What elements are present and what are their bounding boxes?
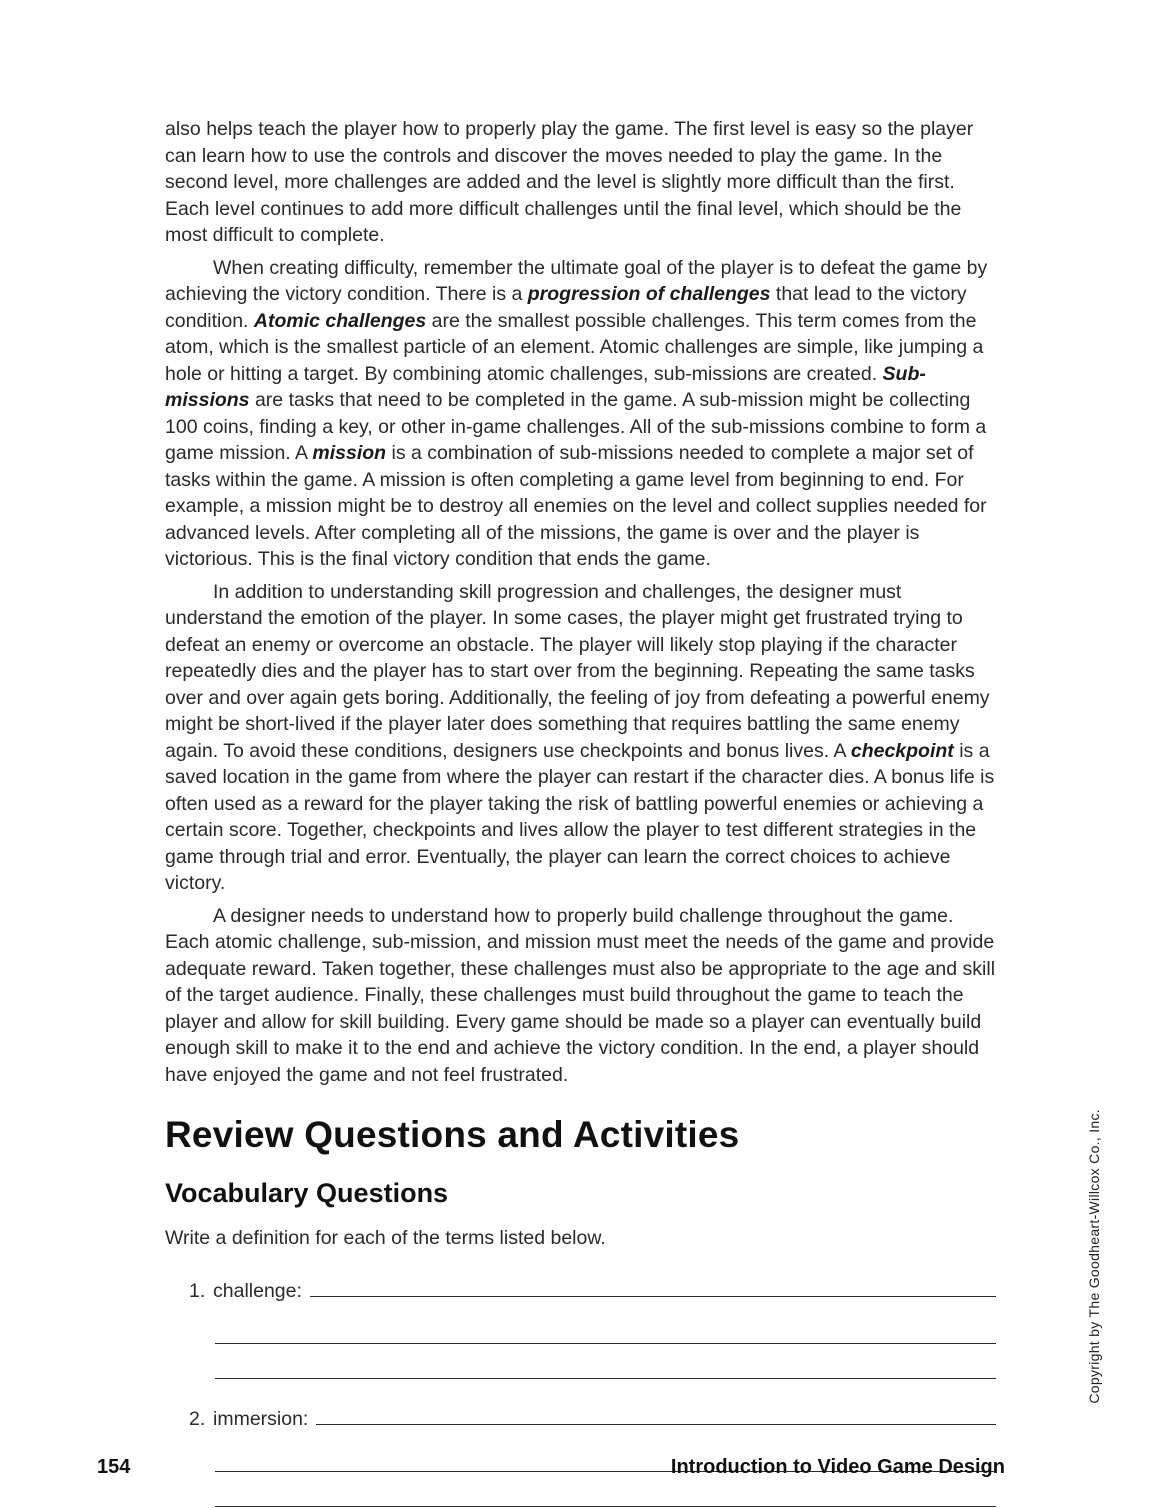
paragraph: [165, 116, 996, 249]
page-content: [165, 116, 996, 1508]
key-term: mission: [312, 442, 387, 464]
vocab-item-first-line: [165, 1401, 996, 1437]
answer-blank-line: [215, 1344, 996, 1379]
vocabulary-questions-heading: Vocabulary Questions: [165, 1178, 449, 1208]
paragraph-text: In addition to understanding skill progression and challenges, the designer must understand the emotion of the player. In some cases, the player might get frustrated trying to defeat an enemy or overcome an obstacle. The player will likely stop playing if the character repeatedly dies and the player has to start over from the beginning. Repeating the same tasks over and over again gets boring. Additionally, the feeling of joy from defeating a powerful enemy might be short-lived if the player later does something that requires battling the same enemy again. To avoid these conditions, designers use checkpoints and bonus lives. A: [165, 580, 990, 762]
answer-blank-line: [310, 1273, 996, 1297]
page-number: 154: [97, 1456, 131, 1478]
vocab-item-first-line: [165, 1273, 996, 1309]
paragraph-text: is a saved location in the game from where the player can restart if the character dies. A bonus life is often used as a reward for the player taking the risk of battling powerful enemies or achieving a certain score. Together, checkpoints and lives allow the player to test different strategies in the game through trial and error. Eventually, the player can learn the correct choices to achieve victory.: [165, 739, 995, 894]
paragraph: [165, 903, 996, 1089]
answer-blank-line: [215, 1309, 996, 1344]
vocab-item-number: 2.: [189, 1408, 206, 1430]
vocab-instructions: Write a definition for each of the terms listed below.: [165, 1227, 606, 1249]
vocab-item: [165, 1401, 996, 1507]
vocab-item: [165, 1273, 996, 1379]
paragraph-text: also helps teach the player how to properly play the game. The first level is easy so the player can learn how to use the controls and discover the moves needed to play the game. In the second level, more challenges are added and the level is slightly more difficult than the first. Each level continues to add more difficult challenges until the final level, which should be the most difficult to complete.: [165, 118, 974, 246]
paragraph: [165, 255, 996, 573]
answer-blank-line: [316, 1401, 996, 1425]
paragraph-text: are tasks that need to be completed in the game. A sub-mission might be collecting 100 coins, finding a key, or other in-game challenges. All of the sub-missions combine to form a game mission. A: [165, 389, 987, 464]
paragraph-text: are the smallest possible challenges. This term comes from the atom, which is the smallest particle of an element. Atomic challenges are simple, like jumping a hole or hitting a target. By combining atomic challenges, sub-missions are created.: [165, 309, 984, 385]
copyright-sidebar-text: Copyright by The Goodheart-Willcox Co., Inc.: [1086, 1109, 1102, 1404]
paragraph-text: that lead to the victory condition.: [165, 283, 967, 332]
page-footer: [97, 1456, 1005, 1479]
paragraph: [165, 579, 996, 897]
paragraph-text: A designer needs to understand how to properly build challenge throughout the game. Each atomic challenge, sub-mission, and mission must meet the needs of the game and provide adequate reward. Taken together, these challenges must also be appropriate to the age and skill of the target audience. Finally, these challenges must build throughout the game to teach the player and allow for skill building. Every game should be made so a player can eventually build enough skill to make it to the end and achieve the victory condition. In the end, a player should have enjoyed the game and not feel frustrated.: [165, 904, 996, 1086]
key-term: Atomic challenges: [253, 309, 427, 332]
key-term: Sub-missions: [165, 362, 926, 411]
paragraph-text: is a combination of sub-missions needed to complete a major set of tasks within the game. A mission is often completing a game level from beginning to end. For example, a mission might be to destroy all enemies on the level and collect supplies needed for advanced levels. After completing all of the missions, the game is over and the player is victorious. This is the final victory condition that ends the game.: [165, 442, 987, 570]
key-term: progression of challenges: [527, 283, 771, 305]
vocab-term-label: immersion:: [213, 1408, 309, 1430]
vocab-item-number: 1.: [189, 1280, 206, 1302]
body-paragraphs: [165, 116, 996, 1088]
key-term: checkpoint: [850, 739, 954, 762]
book-title: Introduction to Video Game Design: [670, 1456, 1005, 1478]
review-questions-heading: Review Questions and Activities: [165, 1114, 740, 1155]
paragraph-text: When creating difficulty, remember the ultimate goal of the player is to defeat the game by achieving the victory condition. There is a: [165, 256, 988, 305]
vocab-term-label: challenge:: [213, 1280, 302, 1302]
